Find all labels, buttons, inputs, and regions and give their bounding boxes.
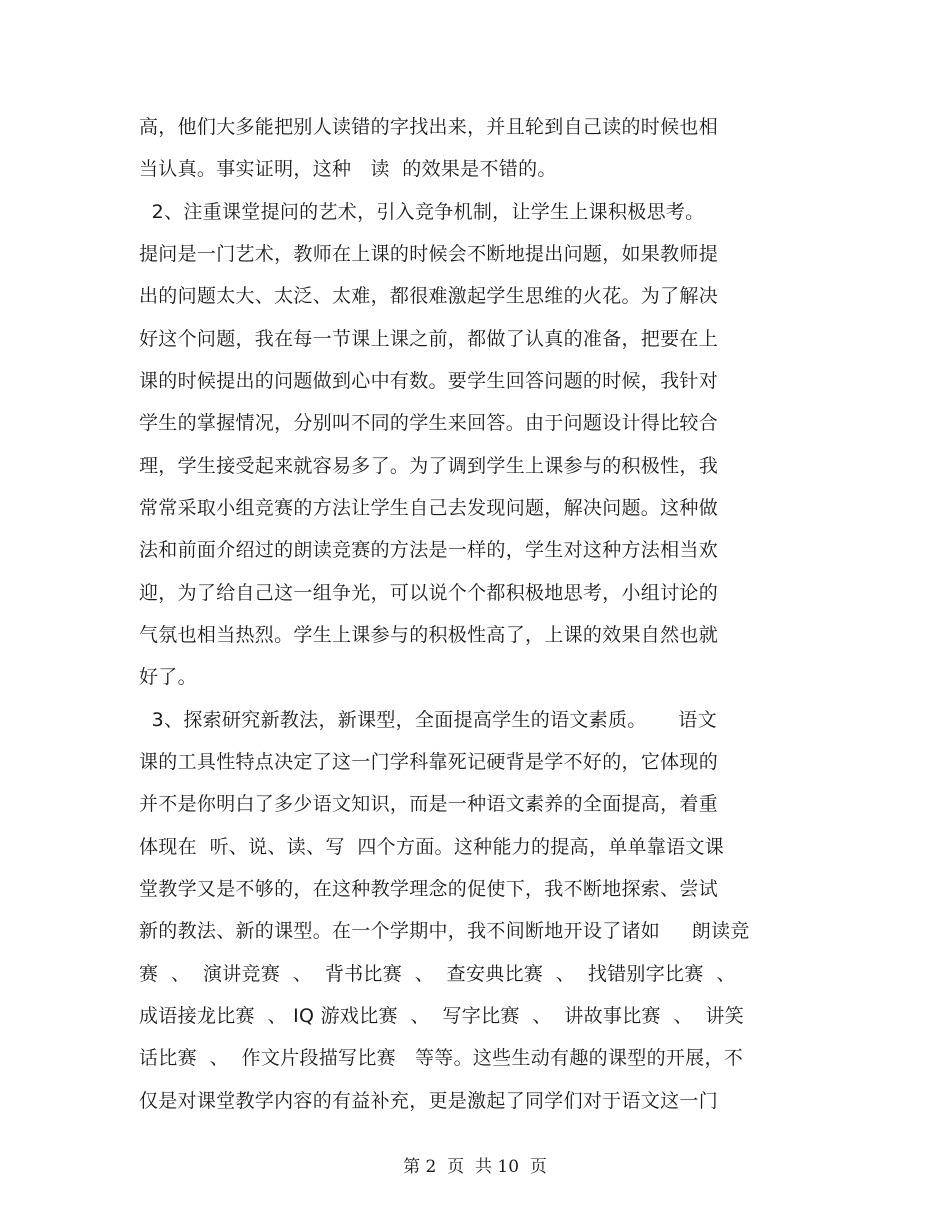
text-line: 话比赛 、 作文片段描写比赛 等等。这些生动有趣的课型的开展，不 bbox=[139, 1047, 744, 1069]
text-line: 堂教学又是不够的，在这种教学理念的促使下，我不断地探索、尝试 bbox=[139, 878, 719, 900]
text-line: 理，学生接受起来就容易多了。为了调到学生上课参与的积极性，我 bbox=[139, 455, 719, 477]
text-line: 当认真。事实证明，这种 读 的效果是不错的。 bbox=[139, 158, 557, 180]
text-line: 仅是对课堂教学内容的有益补充，更是激起了同学们对于语文这一门 bbox=[139, 1090, 719, 1112]
text-line: 出的问题太大、太泛、太难，都很难激起学生思维的火花。为了解决 bbox=[139, 285, 719, 307]
text-line: 新的教法、新的课型。在一个学期中，我不间断地开设了诸如 朗读竞 bbox=[139, 920, 750, 942]
text-line: 3、探索研究新教法，新课型，全面提高学生的语文素质。 语文 bbox=[139, 709, 717, 731]
text-line: 高，他们大多能把别人读错的字找出来，并且轮到自己读的时候也相 bbox=[139, 116, 719, 138]
text-line: 赛 、 演讲竞赛 、 背书比赛 、 查安典比赛 、 找错别字比赛 、 bbox=[139, 963, 736, 985]
text-line: 学生的掌握情况，分别叫不同的学生来回答。由于问题设计得比较合 bbox=[139, 412, 719, 434]
text-line: 课的时候提出的问题做到心中有数。要学生回答问题的时候，我针对 bbox=[139, 370, 719, 392]
text-line: 好了。 bbox=[139, 666, 197, 688]
page-footer: 第 2 页 共 10 页 bbox=[403, 1157, 547, 1177]
text-line: 常常采取小组竞赛的方法让学生自己去发现问题，解决问题。这种做 bbox=[139, 497, 719, 519]
text-line: 气氛也相当热烈。学生上课参与的积极性高了，上课的效果自然也就 bbox=[139, 624, 719, 646]
text-line: 成语接龙比赛 、 IQ 游戏比赛 、 写字比赛 、 讲故事比赛 、 讲笑 bbox=[139, 1005, 745, 1027]
text-line: 体现在 听、说、读、写 四个方面。这种能力的提高，单单靠语文课 bbox=[139, 836, 725, 858]
text-line: 迎，为了给自己这一组争光，可以说个个都积极地思考，小组讨论的 bbox=[139, 582, 719, 604]
text-line: 课的工具性特点决定了这一门学科靠死记硬背是学不好的，它体现的 bbox=[139, 751, 719, 773]
text-line: 并不是你明白了多少语文知识，而是一种语文素养的全面提高，着重 bbox=[139, 793, 719, 815]
text-line: 提问是一门艺术，教师在上课的时候会不断地提出问题，如果教师提 bbox=[139, 243, 719, 265]
text-line: 2、注重课堂提问的艺术，引入竞争机制，让学生上课积极思考。 bbox=[139, 201, 705, 223]
text-line: 法和前面介绍过的朗读竞赛的方法是一样的，学生对这种方法相当欢 bbox=[139, 539, 719, 561]
text-line: 好这个问题，我在每一节课上课之前，都做了认真的准备，把要在上 bbox=[139, 328, 719, 350]
